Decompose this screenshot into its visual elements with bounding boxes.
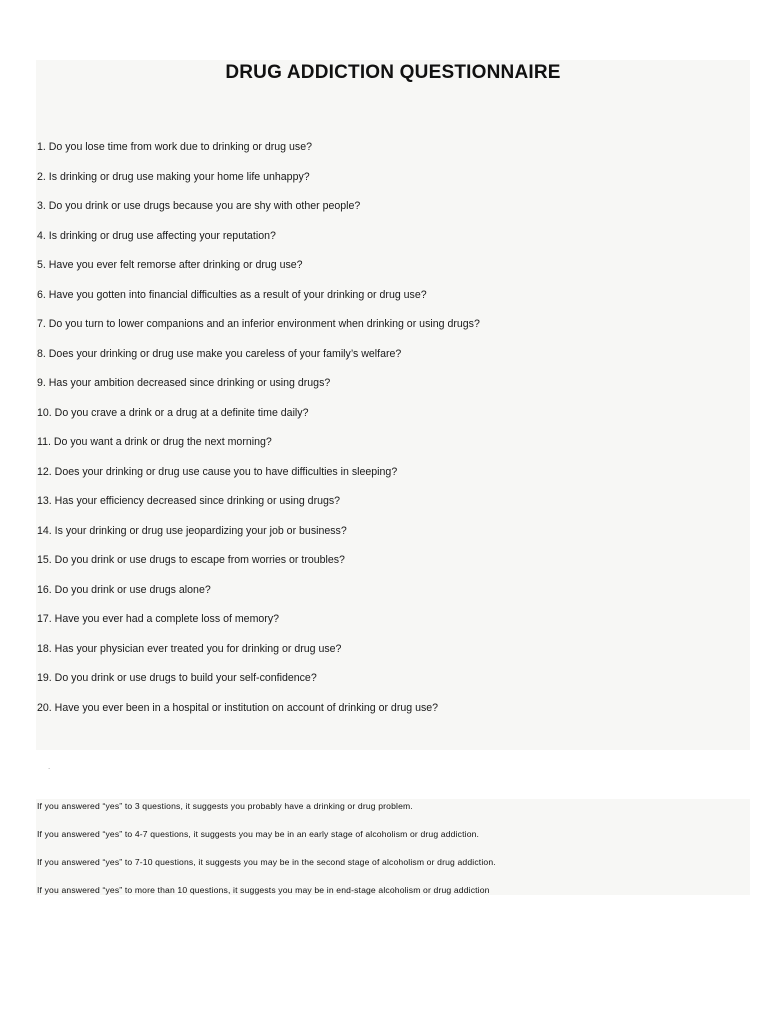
scoring-list [37,800,496,912]
page-title: DRUG ADDICTION QUESTIONNAIRE [225,62,561,83]
question-item: 19. Do you drink or use drugs to build your self-confidence? [37,672,317,684]
question-item: 11. Do you want a drink or drug the next morning? [37,436,272,448]
question-item: 15. Do you drink or use drugs to escape from worries or troubles? [37,554,345,566]
question-item: 3. Do you drink or use drugs because you are shy with other people? [37,200,361,212]
question-item: 13. Has your efficiency decreased since drinking or using drugs? [37,495,341,507]
question-item: 5. Have you ever felt remorse after drinking or drug use? [37,259,303,271]
question-item: 1. Do you lose time from work due to drinking or drug use? [37,141,312,153]
question-item: 6. Have you gotten into financial difficulties as a result of your drinking or drug use? [37,288,427,301]
question-item: 9. Has your ambition decreased since drinking or using drugs? [37,377,331,389]
scoring-item: If you answered “yes” to 4-7 questions, it suggests you may be in an early stage of alcoholism or drug addiction. [37,829,480,839]
question-item: 7. Do you turn to lower companions and an inferior environment when drinking or using drugs? [37,318,480,330]
question-item: 18. Has your physician ever treated you for drinking or drug use? [37,642,342,655]
scoring-item: If you answered “yes” to more than 10 questions, it suggests you may be in end-stage alcoholism or drug addiction [37,885,490,895]
question-item: 12. Does your drinking or drug use cause you to have difficulties in sleeping? [37,465,398,478]
stray-mark: . [48,762,51,771]
question-item: 17. Have you ever had a complete loss of memory? [37,613,280,625]
question-item: 10. Do you crave a drink or a drug at a definite time daily? [37,406,309,419]
question-item: 4. Is drinking or drug use affecting your reputation? [37,229,276,242]
questionnaire-panel [36,60,750,750]
question-item: 16. Do you drink or use drugs alone? [37,583,211,596]
scoring-item: If you answered “yes” to 3 questions, it suggests you probably have a drinking or drug problem. [37,801,413,811]
scoring-item: If you answered “yes” to 7-10 questions, it suggests you may be in the second stage of alcoholism or drug addiction. [37,857,496,867]
question-item: 2. Is drinking or drug use making your home life unhappy? [37,170,310,183]
question-item: 8. Does your drinking or drug use make you careless of your family’s welfare? [37,347,402,360]
question-item: 20. Have you ever been in a hospital or institution on account of drinking or drug use? [37,701,439,714]
question-list [37,140,480,730]
scoring-panel [36,799,750,895]
question-item: 14. Is your drinking or drug use jeopardizing your job or business? [37,524,347,537]
